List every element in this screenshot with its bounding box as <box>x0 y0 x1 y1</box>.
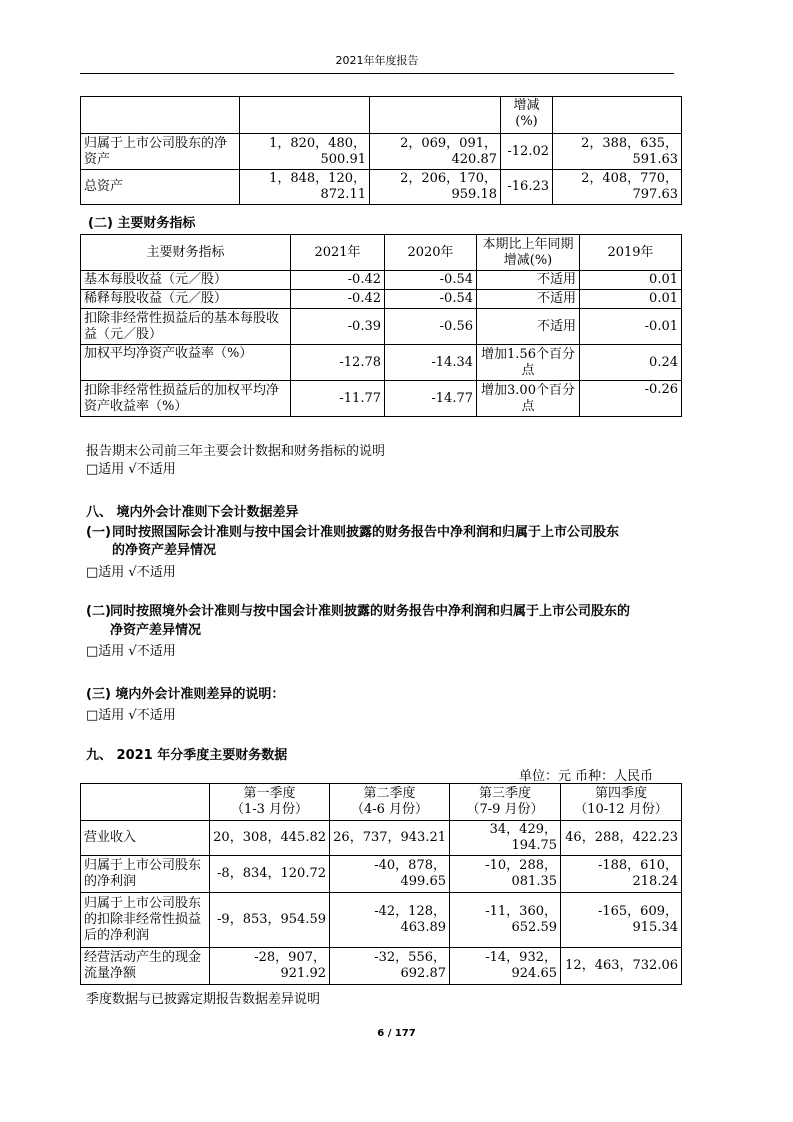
applicable-choice: □适用 √不适用 <box>86 708 176 723</box>
change-header: 增减(%) <box>501 97 553 134</box>
table-row: 加权平均净资产收益率（%） -12.78 -14.34 增加1.56个百分点 0.24 <box>81 345 682 381</box>
row-label: 总资产 <box>81 170 240 205</box>
balance-table <box>80 96 682 205</box>
subsection-title: 同时按照国际会计准则与按中国会计准则披露的财务报告中净利润和归属于上市公司股东 <box>112 525 620 540</box>
section-title: 八、 境内外会计准则下会计数据差异 <box>86 505 299 520</box>
applicable-choice: □适用 √不适用 <box>86 565 176 580</box>
subsection-marker: (一) <box>86 525 111 540</box>
applicable-choice: □适用 √不适用 <box>86 644 176 659</box>
table-header-row: 第一季度 （1-3 月份） 第二季度 （4-6 月份） 第三季度 （7-9 月份） 第四季度 （10-12 月份） <box>81 784 682 821</box>
table-row: 稀释每股收益（元／股） -0.42 -0.54 不适用 0.01 <box>81 290 682 309</box>
subsection-title-cont: 的净资产差异情况 <box>112 543 217 558</box>
table-row: 总资产 1，848，120，872.11 2，206，170，959.18 -16.23 2，408，770，797.63 <box>81 170 682 205</box>
applicable-choice: □适用 √不适用 <box>86 462 176 477</box>
page-number: 6 / 177 <box>377 1028 416 1039</box>
note-text: 季度数据与已披露定期报告数据差异说明 <box>86 992 321 1007</box>
subsection-marker: (二) <box>86 604 111 619</box>
table-row: 归属于上市公司股东的净资产 1，820，480，500.91 2，069，091，420.87 -12.02 2，388，635，591.63 <box>81 134 682 170</box>
table-row: 归属于上市公司股东的净利润 -8，834，120.72 -40，878，499.65 -10，288，081.35 -188，610，218.24 <box>81 856 682 893</box>
table-row: 经营活动产生的现金流量净额 -28，907，921.92 -32，556，692.87 -14，932，924.65 12，463，732.06 <box>81 948 682 985</box>
table-row: 基本每股收益（元／股） -0.42 -0.54 不适用 0.01 <box>81 271 682 290</box>
section-title: (二) 主要财务指标 <box>88 216 196 231</box>
financial-indicators-table <box>80 234 682 417</box>
subsection-title: (三) 境内外会计准则差异的说明： <box>86 687 285 702</box>
table-header-row: 主要财务指标 2021年 2020年 本期比上年同期增减(%) 2019年 <box>81 235 682 271</box>
table-row: 扣除非经常性损益后的基本每股收益（元／股） -0.39 -0.56 不适用 -0.01 <box>81 309 682 345</box>
table-row: 归属于上市公司股东的扣除非经常性损益后的净利润 -9，853，954.59 -42，128，463.89 -11，360，652.59 -165，609，915.34 <box>81 893 682 948</box>
table-row <box>81 97 682 134</box>
header-rule <box>80 73 674 74</box>
note-text: 报告期末公司前三年主要会计数据和财务指标的说明 <box>86 444 386 459</box>
table-row: 营业收入 20，308，445.82 26，737，943.21 34，429，194.75 46，288，422.23 <box>81 821 682 856</box>
table-row: 扣除非经常性损益后的加权平均净资产收益率（%） -11.77 -14.77 增加3.00个百分点 -0.26 <box>81 381 682 417</box>
quarterly-data-table <box>80 783 682 985</box>
subsection-title-cont: 净资产差异情况 <box>110 623 202 638</box>
subsection-title: 同时按照境外会计准则与按中国会计准则披露的财务报告中净利润和归属于上市公司股东的 <box>110 604 631 619</box>
unit-note: 单位：元 币种：人民币 <box>519 769 654 784</box>
page-header: 2021年年度报告 <box>335 54 419 67</box>
row-label: 归属于上市公司股东的净资产 <box>81 134 240 170</box>
section-title: 九、 2021 年分季度主要财务数据 <box>86 748 288 763</box>
